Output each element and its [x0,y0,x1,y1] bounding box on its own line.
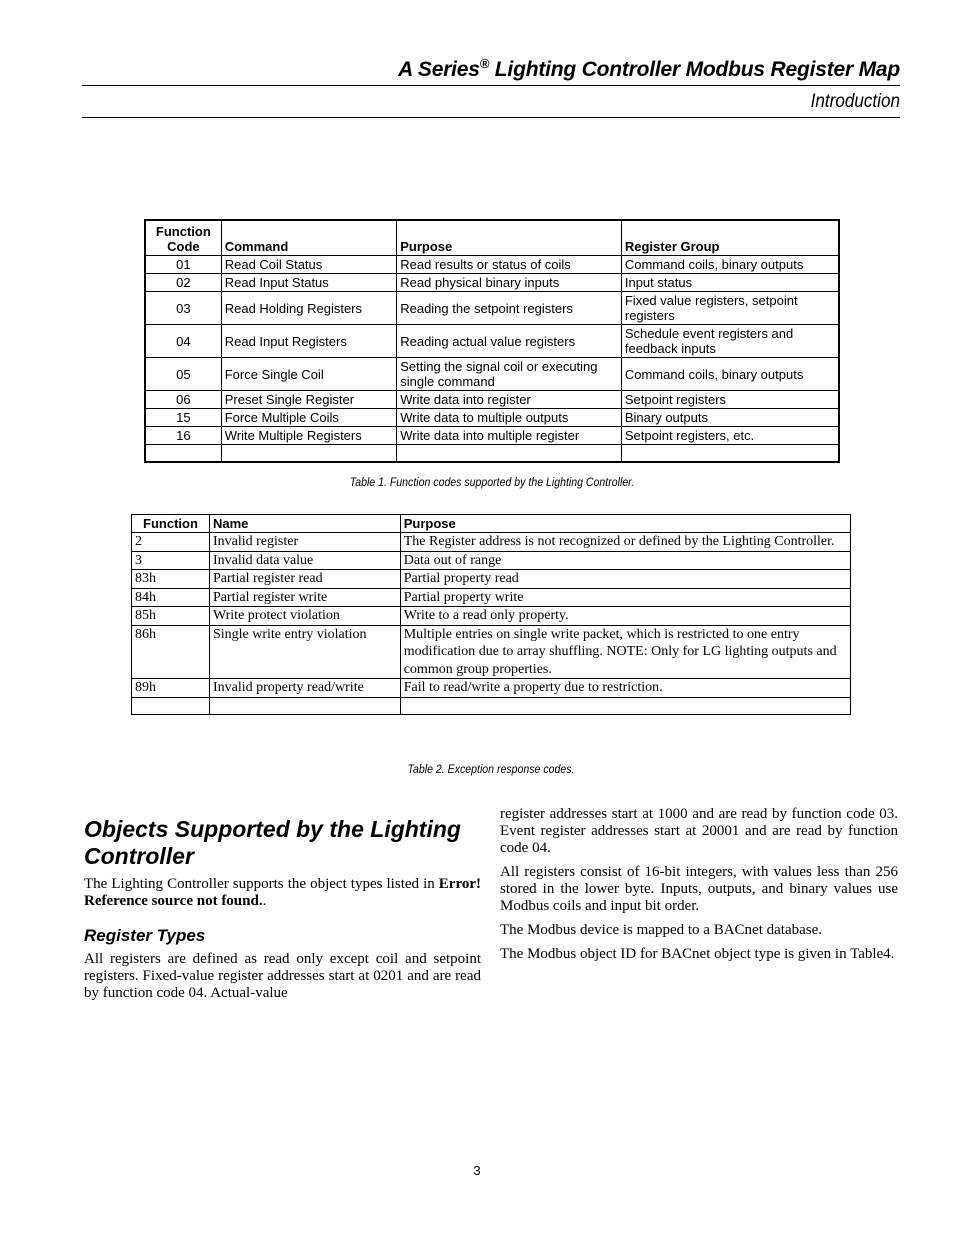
command-cell: Read Holding Registers [221,292,397,325]
name-cell: Write protect violation [209,607,400,626]
header-section-name: Introduction [810,91,900,112]
purpose-cell: Data out of range [400,551,850,570]
purpose-cell: Write data into register [397,391,622,409]
name-cell: Invalid data value [209,551,400,570]
function-code-cell: 06 [145,391,221,409]
function-cell: 86h [132,625,210,679]
table-row [132,607,851,626]
command-cell: Read Input Registers [221,325,397,358]
header-rule-top [82,85,900,86]
empty-row [132,697,851,714]
function-cell: 85h [132,607,210,626]
function-cell: 83h [132,570,210,589]
empty-row [145,445,839,463]
intro-end: . [262,893,267,909]
function-code-cell: 02 [145,274,221,292]
section-heading: Objects Supported by the Lighting Controller [84,816,461,869]
table-row [132,533,851,552]
document-header-title [82,56,900,82]
purpose-cell: Reading the setpoint registers [397,292,622,325]
purpose-cell: Reading actual value registers [397,325,622,358]
register-types-paragraph: All registers are defined as read only except coil and setpoint registers. Fixed-value register addresses start at 0201 and are read by function code 04. Actual-value [84,951,481,1001]
purpose-cell: Partial property read [400,570,850,589]
function-code-cell: 03 [145,292,221,325]
column-header-purpose: Purpose [400,515,850,533]
name-cell: Partial register read [209,570,400,589]
command-cell: Write Multiple Registers [221,427,397,445]
empty-cell [132,697,210,714]
paragraph: register addresses start at 1000 and are read by function code 03. Event register addresses start at 20001 and are read by function code 04. [500,806,898,856]
column-header-name: Name [209,515,400,533]
page-number: 3 [473,1163,481,1178]
register-group-cell: Command coils, binary outputs [621,256,839,274]
purpose-cell: Multiple entries on single write packet, which is restricted to one entry modification due to array shuffling. NOTE: Only for LG lighting outputs and common group properties. [400,625,850,679]
purpose-cell: Write data into multiple register [397,427,622,445]
command-cell: Preset Single Register [221,391,397,409]
name-cell: Partial register write [209,588,400,607]
function-code-cell: 04 [145,325,221,358]
command-cell: Force Single Coil [221,358,397,391]
header-rule-bottom [82,117,900,118]
name-cell: Invalid property read/write [209,679,400,698]
table-row [145,292,839,325]
column-header-purpose: Purpose [397,220,622,256]
column-header-register-group: Register Group [621,220,839,256]
table1-caption: Table 1. Function codes supported by the Lighting Controller. [349,475,635,489]
exception-codes-table [131,514,851,715]
table-row [145,409,839,427]
paragraph: The Modbus object ID for BACnet object type is given in Table4. [500,946,895,962]
function-code-cell: 05 [145,358,221,391]
purpose-cell: Read results or status of coils [397,256,622,274]
table-row [132,551,851,570]
name-cell: Invalid register [209,533,400,552]
empty-cell [221,445,397,463]
section-intro [84,876,481,910]
empty-cell [400,697,850,714]
registered-mark: ® [479,56,490,71]
table-row [145,391,839,409]
command-cell: Read Coil Status [221,256,397,274]
purpose-cell: The Register address is not recognized or defined by the Lighting Controller. [400,533,850,552]
table-header-row [145,220,839,256]
header-title-main: A Series [398,58,480,81]
function-code-cell: 16 [145,427,221,445]
name-cell: Single write entry violation [209,625,400,679]
table2-caption: Table 2. Exception response codes. [407,762,575,776]
command-cell: Read Input Status [221,274,397,292]
function-code-cell: 01 [145,256,221,274]
empty-cell [397,445,622,463]
intro-text: The Lighting Controller supports the object types listed in [84,876,439,892]
register-group-cell: Command coils, binary outputs [621,358,839,391]
table-row [132,588,851,607]
register-group-cell: Setpoint registers, etc. [621,427,839,445]
paragraph: All registers consist of 16-bit integers, with values less than 256 stored in the lower byte. Inputs, outputs, and binary values use Modbus coils and input bit order. [500,864,898,914]
function-code-cell: 15 [145,409,221,427]
left-column [84,816,481,1009]
reference-error: Error! Reference source not found. [84,876,481,909]
purpose-cell: Fail to read/write a property due to restriction. [400,679,850,698]
purpose-cell: Write to a read only property. [400,607,850,626]
right-column [500,806,898,970]
purpose-cell: Read physical binary inputs [397,274,622,292]
register-group-cell: Setpoint registers [621,391,839,409]
command-cell: Force Multiple Coils [221,409,397,427]
empty-cell [145,445,221,463]
table-row [145,256,839,274]
purpose-cell: Setting the signal coil or executing single command [397,358,622,391]
table-header-row [132,515,851,533]
column-header-command: Command [221,220,397,256]
empty-cell [209,697,400,714]
table-row [145,427,839,445]
table-row [145,325,839,358]
table-row [132,570,851,589]
table-row [132,625,851,679]
column-header-function: Function [132,515,210,533]
column-header-function-code: Function Code [145,220,221,256]
function-cell: 84h [132,588,210,607]
function-codes-table [144,219,840,463]
purpose-cell: Partial property write [400,588,850,607]
paragraph: The Modbus device is mapped to a BACnet database. [500,922,823,938]
register-group-cell: Fixed value registers, setpoint registers [621,292,839,325]
empty-cell [621,445,839,463]
purpose-cell: Write data to multiple outputs [397,409,622,427]
subsection-heading: Register Types [84,926,206,945]
function-cell: 2 [132,533,210,552]
table-row [145,274,839,292]
table-row [132,679,851,698]
table-row [145,358,839,391]
register-group-cell: Schedule event registers and feedback inputs [621,325,839,358]
register-group-cell: Binary outputs [621,409,839,427]
function-cell: 3 [132,551,210,570]
header-title-rest: Lighting Controller Modbus Register Map [489,58,900,81]
function-cell: 89h [132,679,210,698]
register-group-cell: Input status [621,274,839,292]
